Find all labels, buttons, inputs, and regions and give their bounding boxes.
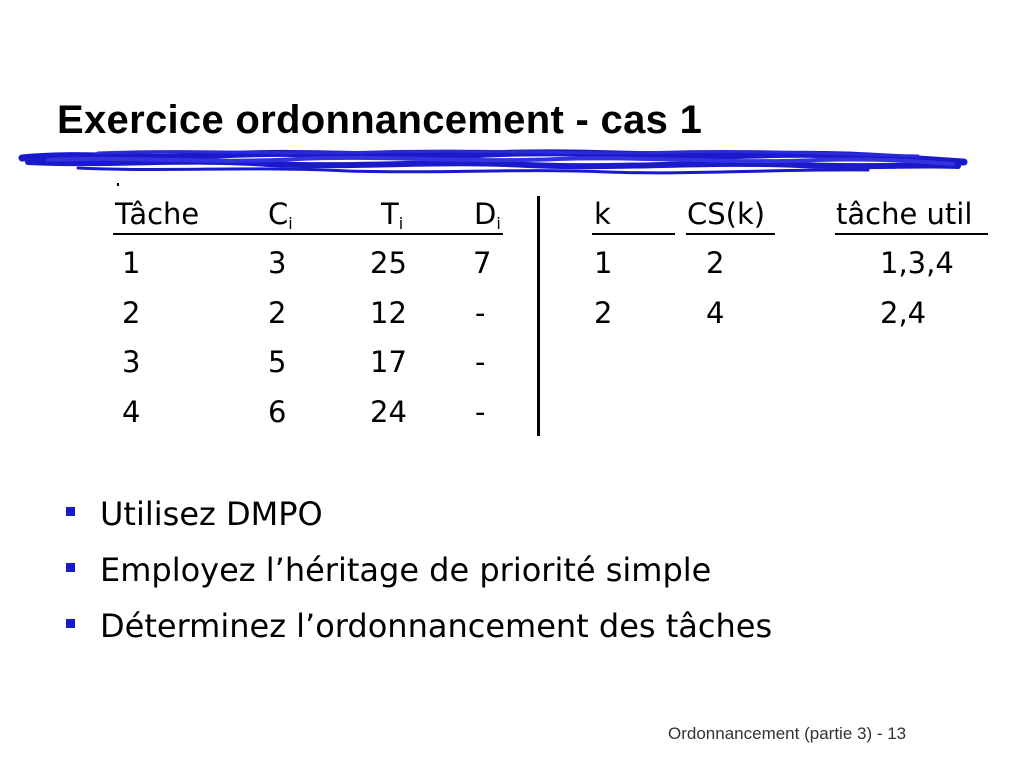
header-ci: $C_i$ — [268, 197, 293, 233]
header-k: k — [594, 197, 611, 231]
ti-cell: 24 — [370, 395, 407, 429]
table-divider — [537, 196, 540, 436]
square-bullet-icon — [66, 619, 75, 628]
header-task: Tâche — [115, 197, 200, 231]
ti-cell: 25 — [370, 246, 407, 280]
header-underline-left — [113, 233, 503, 235]
di-cell: - — [475, 345, 486, 379]
header-underline-cs — [686, 233, 775, 235]
task-cell: 3 — [122, 345, 141, 379]
ti-cell: 12 — [370, 296, 407, 330]
ci-cell: 3 — [268, 246, 287, 280]
util-cell: 1,3,4 — [880, 246, 954, 280]
square-bullet-icon — [66, 507, 75, 516]
header-ti: $T_i$ — [381, 197, 404, 233]
k-cell: 2 — [594, 296, 613, 330]
header-util: tâche util — [836, 197, 973, 231]
task-cell: 2 — [122, 296, 141, 330]
util-cell: 2,4 — [880, 296, 927, 330]
ti-cell: 17 — [370, 345, 407, 379]
square-bullet-icon — [66, 563, 75, 572]
ci-cell: 2 — [268, 296, 287, 330]
k-cell: 1 — [594, 246, 613, 280]
cs-cell: 4 — [706, 296, 725, 330]
header-underline-k — [592, 233, 675, 235]
ci-cell: 5 — [268, 345, 287, 379]
slide-footer: Ordonnancement (partie 3) - 13 — [668, 724, 907, 743]
header-di: $D_i$ — [474, 197, 501, 233]
di-cell: - — [475, 395, 486, 429]
task-cell: 1 — [122, 246, 141, 280]
di-cell: 7 — [473, 246, 492, 280]
task-cell: 4 — [122, 395, 141, 429]
stray-mark — [117, 183, 119, 186]
header-cs: CS(k) — [687, 197, 766, 231]
cs-cell: 2 — [706, 246, 725, 280]
slide-title: Exercice ordonnancement - cas 1 — [57, 98, 703, 142]
header-underline-util — [835, 233, 988, 235]
ci-cell: 6 — [268, 395, 287, 429]
di-cell: - — [475, 296, 486, 330]
title-underline-scribble — [18, 146, 968, 182]
